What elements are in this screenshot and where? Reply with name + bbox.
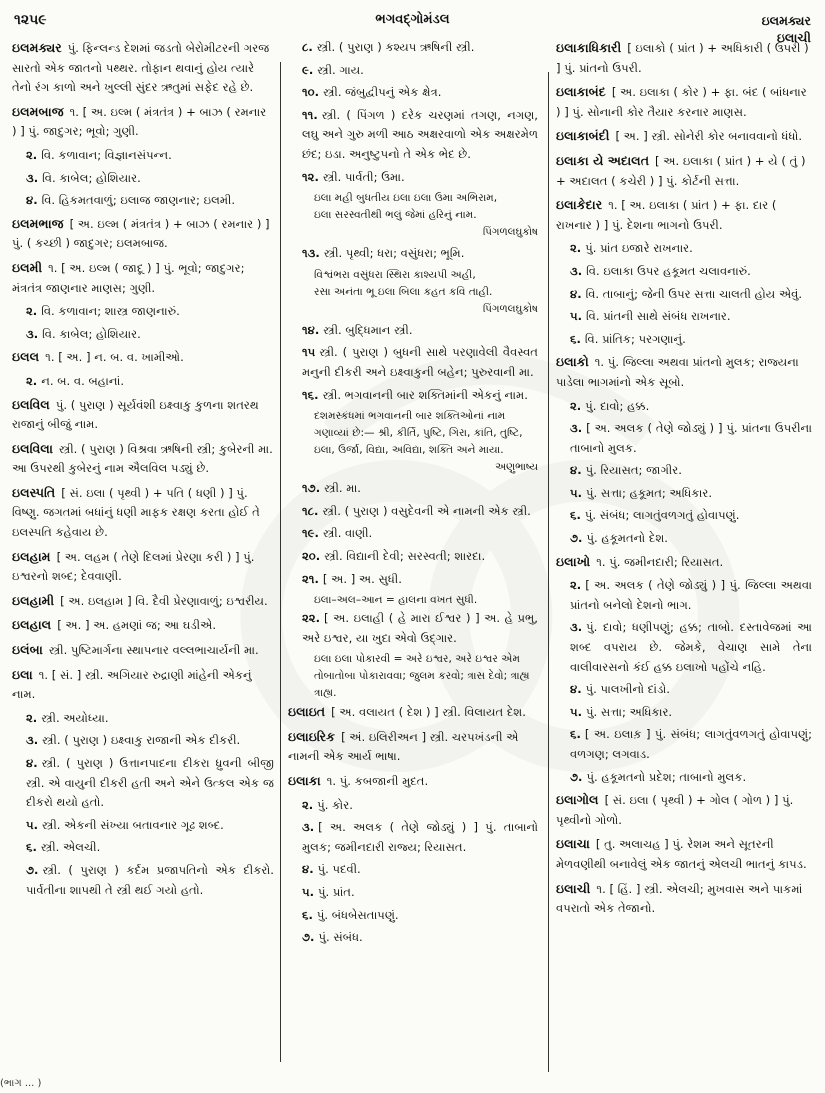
sense-text: પું. બંધબેસતાપણું.: [316, 907, 399, 922]
entry-sense: [288, 106, 538, 165]
sense-number: ૭.: [302, 930, 315, 945]
sense-text: પું. સત્તા; હકૂમત; અધિકાર.: [586, 485, 713, 500]
entry-sense: [288, 883, 538, 903]
sense-number: ૫.: [26, 817, 39, 832]
entry-headword: ઇલમભાજ: [12, 215, 64, 231]
entry-sense: [12, 302, 274, 322]
sense-text: સ્ત્રી. ( પુરાણ ) કર્દમ પ્રજાપતિનો એક દીકરો. પાર્વતીના શાપથી તે સ્ત્રી થઈ ગયો હતો.: [26, 862, 274, 897]
entry-sense: [12, 754, 274, 813]
sense-number: ૩.: [570, 620, 583, 635]
sense-number: ૫.: [570, 485, 583, 500]
sense-text: સ્ત્રી. ભગવાનની બાર શક્તિમાંની એકનું નામ.: [322, 387, 528, 402]
entry-definition: પું. ફિન્લન્ડ દેશમાં જડતો બેરોમીટરની ગરજ સારતો એક જાતનો પથ્થર. તોફાન થવાનું હોય ત્યારે તેનો રંગ કાળો અને ખુલ્લી સુંદર ઋતુમાં સફેદ રહે છે.: [12, 41, 270, 95]
entry-sense: [556, 397, 812, 417]
entry-sense: [12, 325, 274, 345]
sense-text: [ અ. ઇલાહી ( હે મારા ઈશ્વર ) ] અ. હે પ્રભુ, અરે ઇશ્વર, યા ખુદા એવો ઉદ્ગાર.: [302, 611, 538, 645]
entry-headword: ઇલાકાધિકારી: [556, 40, 622, 55]
page-footer: (ભાગ ... ): [0, 1078, 42, 1089]
sense-number: ૭.: [570, 769, 583, 784]
sense-number: ૧૨.: [302, 169, 319, 184]
entry-definition: ૧. [ સં. ] સ્ત્રી. અગિયાર રુદ્રાણી માંહેની એકનું નામ.: [12, 667, 252, 702]
sense-text: પું. હકૂમતનો પ્રદેશ; તાબાનો મુલક.: [586, 769, 747, 784]
entry-sense: [288, 609, 538, 648]
sense-number: ૪.: [26, 193, 38, 208]
citation-quote: ઇલા સરસ્વતીથી ભલું જેમાં હરિનું નામ.: [314, 209, 477, 222]
sense-text: પું. પદવી.: [317, 862, 361, 877]
entry-headword: ઇલંબા: [12, 642, 43, 658]
entry-sense: [288, 244, 538, 264]
sense-text: વિ. પ્રાંતિક; પરગણાનું.: [584, 331, 686, 346]
entry-definition: [ અ. ] સ્ત્રી. સોનેરી કોર બનાવવાનો ધંધો.: [615, 129, 803, 144]
dictionary-entry: [288, 702, 538, 723]
sense-number: ૪.: [26, 756, 38, 770]
entry-sense: [12, 169, 274, 189]
entry-sense: [12, 709, 274, 729]
sense-number: ૨.: [26, 710, 38, 725]
sense-number: ૬.: [570, 331, 581, 346]
dictionary-entry: [288, 727, 538, 767]
sense-number: ૩.: [26, 170, 39, 185]
column-3: [556, 38, 812, 923]
entry-headword: ઇલાકાબંદ: [556, 84, 606, 100]
entry-headword: ઇલાકો: [556, 354, 589, 370]
citation-quote: દશમસ્કંધમાં ભગવાનની બાર શક્તિઓનાં નામ ગણાવ્યાં છે:— શ્રી, કીર્તિ, પુષ્ટિ, ગિરા, કાંતિ, તુષ્ટિ, ઇલા, ઉર્જા, વિદ્યા, અવિદ્યા, શક્તિ અને માયા.: [314, 410, 523, 457]
entry-headword: ઇલાકાબંદી: [556, 128, 610, 144]
sense-number: ૫.: [302, 885, 315, 900]
sense-text: પું. પ્રાંત ઇજારે રાખનાર.: [585, 241, 693, 256]
sense-text: પું. સંબંધ.: [318, 930, 363, 945]
entry-headword: ઇલવિલ: [12, 396, 50, 412]
sense-text: સ્ત્રી. જંબુદ્વીપનું એક ક્ષેત્ર.: [323, 85, 442, 100]
sense-number: ૩.: [26, 733, 39, 748]
entry-sense: [556, 725, 812, 764]
entry-headword: ઇલા: [12, 666, 33, 682]
entry-definition: [ સં. ઇલા ( પૃથ્વી ) + પતિ ( ધણી ) ] પું. વિષ્ણુ. જગતમાં બધાંનું ધણી માફક રક્ષણ કરતા હોઈ તે ઇલસ્પતિ કહેવાય છે.: [12, 485, 260, 540]
sense-number: ૧૧.: [302, 107, 318, 122]
entry-headword: ઇલાકા યે અદાલત: [556, 152, 650, 168]
guide-word-last: ઇલાચી: [776, 30, 811, 45]
sense-text: વિ. કળાવાન; વિજ્ઞાનસંપન્ન.: [41, 147, 172, 162]
entry-headword: ઇલાખો: [556, 553, 591, 569]
sense-number: ૪.: [570, 463, 582, 478]
entry-headword: ઇલાઇત: [288, 704, 326, 720]
sense-text: સ્ત્રી. વિદ્યાની દેવી; સરસ્વતી; શારદા.: [324, 548, 486, 563]
sense-number: ૨૦.: [302, 548, 321, 563]
sense-text: વિ. કાબેલ; હોશિયાર.: [42, 170, 141, 185]
entry-definition: ૧. [ અ. ઇલ્મ ( મંત્રતંત્ર ) + બાઝ ( રમનાર ) ] પું. જાદુગર; ભૂવો; ગુણી.: [12, 104, 267, 139]
entry-headword: ઇલાકા: [288, 773, 321, 789]
entry-sense: [556, 285, 812, 305]
entry-definition: ૧. [ હિં. ] સ્ત્રી. એલચી; મુખવાસ અને પાકમાં વપરાતો એક તેજાનો.: [556, 881, 803, 916]
sense-text: પું. પ્રાંત.: [318, 885, 355, 900]
sense-number: ૧૬.: [302, 387, 319, 402]
dictionary-entry: [556, 151, 812, 191]
entry-sense: [12, 372, 274, 392]
dictionary-columns: [0, 38, 825, 1058]
sense-text: વિ. તાબાનું; જેની ઉપર સત્તા ચાલતી હોય એવું.: [585, 286, 803, 301]
entry-sense: [12, 146, 274, 166]
entry-sense: [288, 524, 538, 544]
entry-headword: ઇલાકેદાર: [556, 197, 603, 213]
sense-number: ૨૨.: [302, 611, 321, 626]
entry-headword: ઇલાઇરિક: [288, 728, 336, 744]
dictionary-entry: [12, 483, 274, 543]
sense-number: ૬.: [302, 907, 313, 922]
sense-number: ૭.: [570, 531, 583, 546]
entry-definition: [ અ. લહમ ( તેણે દિલમાં પ્રેરણા કરી ) ] પું. ઇશ્વરનો શબ્દ; દેવવાણી.: [12, 549, 255, 584]
sense-number: ૧૭.: [302, 481, 321, 496]
sense-text: વિ. પ્રાંતની સાથે સંબંધ રાખનાર.: [586, 309, 731, 324]
entry-sense: [288, 906, 538, 926]
sense-number: ૪.: [570, 682, 582, 697]
sense-text: વિ. ઇલાકા ઉપર હકૂમત ચલાવનારું.: [586, 263, 751, 278]
dictionary-entry: [288, 771, 538, 792]
sense-text: સ્ત્રી. વાણી.: [322, 526, 373, 541]
entry-sense: [556, 618, 812, 677]
sense-number: ૮.: [302, 40, 313, 54]
dictionary-entry: [12, 665, 274, 705]
dictionary-entry: [12, 214, 274, 254]
sense-text: પું. દાવો; ધણીપણું; હક્ક; તાબો. દસ્તાવેજમાં આ શબ્દ વપરાય છે. જેમકે, વેચાણ સામે તેના વાલીવારસનો કંઈ હક્ક ઇલાખો પહોંચે નહિ.: [570, 620, 812, 674]
entry-sense: [288, 570, 538, 590]
entry-sense: [556, 768, 812, 788]
column-1: [12, 38, 274, 903]
sense-number: ૨.: [26, 304, 38, 319]
entry-sense: [556, 262, 812, 282]
sense-number: ૬.: [570, 508, 581, 523]
dictionary-entry: [12, 258, 274, 298]
sense-text: સ્ત્રી. ( પુરાણ ) ઇક્ષ્વાકુ રાજાની એક દીકરી.: [42, 733, 241, 748]
sense-number: ૩.: [570, 263, 583, 278]
page-number: ૧૨૫૯: [14, 12, 47, 28]
sense-number: ૩.: [302, 820, 315, 835]
dictionary-entry: [556, 879, 812, 919]
entry-definition: પું. ( પુરાણ ) સૂર્યવંશી ઇક્ષ્વાકુ કુળના શતરથ રાજાનું બીજું નામ.: [12, 397, 259, 432]
entry-sense: [288, 61, 538, 81]
sense-number: ૨.: [570, 578, 582, 593]
entry-sense: [288, 796, 538, 816]
sense-number: ૫.: [570, 309, 583, 324]
entry-sense: [556, 330, 812, 350]
entry-definition: ૧. પું. કબજાની મુદત.: [326, 774, 429, 789]
dictionary-entry: [12, 615, 274, 636]
dictionary-entry: [556, 126, 812, 147]
dictionary-entry: [12, 395, 274, 435]
sense-text: ન. બ. વ. બહાનાં.: [41, 373, 125, 388]
sense-text: સ્ત્રી. ગાય.: [317, 62, 364, 77]
entry-definition: ૧. [ અ. ઇલ્મ ( જાદૂ ) ] પું. ભૂવો; જાદુગર; મંત્રતંત્ર જાણનાર માણસ; ગુણી.: [12, 260, 245, 295]
citation-quote: ઇલા ઇલા પોકારવી = અરે ઇશ્વર, અરે ઇશ્વર એમ તોબાતોબા પોકારાવવા; જુલમ કરવો; ત્રાસ દેવો; ત્રાહ્ય ત્રાહ્ય.: [314, 653, 530, 700]
sense-text: પું. કોર.: [317, 797, 353, 812]
sense-number: ૬.: [26, 840, 37, 855]
sense-number: ૨.: [302, 797, 314, 812]
entry-sense: [288, 502, 538, 522]
dictionary-entry: [556, 790, 812, 830]
sense-text: સ્ત્રી. ( પિંગળ ) દરેક ચરણમાં તગણ, નગણ, લઘુ અને ગુરુ મળી આઠ અક્ષરવાળો એક અક્ષરમેળ છંદ; ઇડા. અનુષ્ટુપનો તે એક ભેદ છે.: [302, 107, 538, 161]
entry-headword: ઇલલ: [12, 349, 40, 365]
entry-sense: [288, 321, 538, 341]
entry-sense: [288, 479, 538, 499]
entry-definition: [ અ. ઇલાકા ( પ્રાંત ) + યે ( તું ) + અદાલત ( કચેરી ) ] પું. કોર્ટની સત્તા.: [556, 153, 806, 188]
dictionary-entry: [556, 552, 812, 573]
entry-sense: [288, 547, 538, 567]
dictionary-entry: [12, 38, 274, 98]
entry-definition: [ ઇલાકો ( પ્રાંત ) + અધિકારી ( ઉપરી ) ] પું. પ્રાંતનો ઉપરી.: [556, 41, 809, 75]
entry-sense: [556, 461, 812, 481]
sense-text: સ્ત્રી. મા.: [324, 481, 361, 496]
sense-text: પું. દાવો; હક્ક.: [585, 398, 650, 413]
sense-number: ૧૩.: [302, 246, 320, 261]
sense-number: ૭.: [26, 862, 39, 877]
entry-definition: [ તુ. અલાચહ ] પું. રેશમ અને સૂતરની મેળવણીથી બનાવેલું એક જાતનું એલચી ભાતનું કાપડ.: [556, 837, 807, 871]
entry-sense: [556, 703, 812, 723]
entry-definition: [ અ. ] અ. હમણાં જ; આ ઘડીએ.: [57, 618, 217, 633]
dictionary-entry: [556, 82, 812, 122]
sense-text: સ્ત્રી. બુદ્ધિમાન સ્ત્રી.: [323, 322, 413, 337]
citation-quote: રસા અનંતા ભૂ ઇલા બિલા કહત કવિ તાહી.: [314, 285, 493, 298]
dictionary-entry: [556, 195, 812, 235]
entry-sense: [288, 38, 538, 58]
entry-sense: [12, 861, 274, 900]
citation-quote: વિશ્વંભરા વસુંધરા સ્થિરા કાશ્યપી અહી,: [314, 268, 476, 281]
entry-sense: [556, 529, 812, 549]
sense-text: સ્ત્રી. ( પુરાણ ) કશ્યપ ઋષિની સ્ત્રી.: [316, 40, 475, 54]
dictionary-entry: [556, 38, 812, 78]
sense-text: પું. સંબંધ; લાગતુંવળગતું હોવાપણું.: [584, 508, 740, 523]
entry-sense: [556, 506, 812, 526]
dictionary-entry: [12, 347, 274, 368]
dictionary-entry: [12, 591, 274, 612]
entry-definition: [ સં. ઇલા ( પૃથ્વી ) + ગોલ ( ગોળ ) ] પું. પૃથ્વીનો ગોળો.: [556, 793, 794, 827]
sense-text: [ અ. ] અ. સુધી.: [322, 571, 402, 586]
sense-number: ૫.: [570, 704, 583, 719]
sense-number: ૧૦.: [302, 85, 320, 100]
dictionary-entry: [12, 439, 274, 479]
entry-sense: [288, 83, 538, 103]
sense-number: ૩.: [570, 421, 583, 436]
entry-sense: [288, 860, 538, 880]
entry-sense: [288, 168, 538, 188]
entry-sense: [288, 343, 538, 382]
entry-sense: [288, 386, 538, 406]
entry-sense: [556, 576, 812, 615]
entry-definition: ૧. પું. જિલ્લા અથવા પ્રાંતનો મુલક; રાજ્યના પાડેલા ભાગમાંનો એક સૂબો.: [556, 355, 799, 389]
sense-number: ૨.: [570, 398, 582, 413]
entry-sense: [12, 731, 274, 751]
sense-number: ૧૫: [302, 345, 316, 360]
sense-text: સ્ત્રી. એકની સંખ્યા બતાવનાર ગૂઢ શબ્દ.: [42, 817, 224, 832]
dictionary-entry: [12, 547, 274, 587]
sense-text: સ્ત્રી. ( પુરાણ ) ઉત્તાનપાદના દીકરા ધ્રુવની બીજી સ્ત્રી. એ વાયુની દીકરી હતી અને એને ઉત્કલ એક જ દીકરો થયો હતો.: [26, 756, 274, 810]
entry-definition: [ અ. ઇલાકા ( કોર ) + ફા. બંદ ( બાંધનાર ) ] પું. સોનાની કોર તૈયાર કરનાર માણસ.: [556, 85, 807, 119]
entry-definition: [ અં. ઇલિરીઅન ] સ્ત્રી. ચરપખંડની એ નામની એક આર્ય ભાષા.: [288, 729, 519, 764]
entry-headword: ઇલમી: [12, 259, 43, 275]
citation-quote: ઇલા–અલ–આન = હાલના વખત સુધી.: [314, 594, 478, 607]
entry-definition: [ અ. ઇલ્મ ( મંત્રતંત્ર ) + બાઝ ( રમનાર ) ] પું. ( કચ્છી ) જાદુગર; ઇલમબાજ.: [12, 216, 270, 251]
entry-headword: ઇલાચી: [556, 880, 591, 896]
entry-definition: ૧. [ અ. ] ન. બ. વ. ખામીઓ.: [45, 350, 184, 365]
sense-text: પું. સત્તા; અધિકાર.: [586, 704, 673, 719]
sense-number: ૧૯.: [302, 526, 319, 541]
citation-source: પિંગળલઘુકોષ: [482, 226, 538, 239]
sense-number: ૯.: [302, 62, 314, 77]
book-title: ભગવદ્ગોમંડલ: [375, 12, 450, 27]
sense-text: [ અ. ઇલાક઼ ] પું. સંબંધ; લાગતુંવળગતું હોવાપણું; વળગણ; લગવાડ.: [570, 727, 812, 761]
sense-text: સ્ત્રી. ( પુરાણ ) બુધની સાથે પરણાવેલી વૈવસ્વત મનુની દીકરી અને ઇક્ષ્વાકુની બહેન; પુરુરવાની મા.: [302, 345, 538, 379]
sense-text: [ અ. અલક ( તેણે જોડ્યું ) ] પું. જિલ્લા અથવા પ્રાંતનો બનેલો દેશનો ભાગ.: [570, 578, 812, 612]
entry-headword: ઇલવિલા: [12, 440, 53, 456]
entry-sense: [556, 680, 812, 700]
sense-text: વિ. કાબેલ; હોશિયાર.: [42, 326, 141, 341]
entry-definition: સ્ત્રી. ( પુરાણ ) વિશ્રવા ઋષિની સ્ત્રી; કુબેરની મા. આ ઉપરથી કુબેરનું નામ ઐલવિલ પડ્યું છે.: [12, 441, 273, 476]
sense-text: સ્ત્રી. અયોધ્યા.: [41, 710, 109, 725]
entry-definition: [ અ. ઇલહામ ] વિ. દૈવી પ્રેરણાવાળું; ઇશ્વરીય.: [60, 593, 268, 608]
entry-sense: [12, 838, 274, 858]
sense-text: સ્ત્રી. ( પુરાણ ) વસુદેવની એ નામની એક સ્ત્રી.: [322, 503, 531, 518]
sense-text: વિ. હિકમતવાળું; ઇલાજ જાણનાર; ઇલમી.: [41, 193, 236, 208]
sense-number: ૨.: [26, 373, 38, 388]
sense-number: ૩.: [26, 326, 39, 341]
sense-text: પું. રિયાસત; જાગીર.: [585, 463, 682, 478]
dictionary-entry: [12, 640, 274, 661]
citation-quote: ઇલા મહી બુધતીય ઇલા ઇલા ઉમા અભિરામ,: [314, 192, 498, 205]
entry-sense: [556, 419, 812, 458]
guide-word-first: ઇલમક્યર: [761, 13, 811, 28]
entry-headword: ઇલહામી: [12, 592, 55, 608]
dictionary-entry: [556, 352, 812, 392]
sense-text: પું. પાલખીનો દાંડો.: [585, 682, 670, 697]
entry-headword: ઇલહામ: [12, 548, 51, 564]
entry-sense: [556, 239, 812, 259]
sense-number: ૪.: [302, 862, 314, 877]
sense-text: સ્ત્રી. પાર્વતી; ઉમા.: [322, 169, 405, 184]
entry-sense: [556, 307, 812, 327]
sense-number: ૬.: [570, 727, 581, 742]
sense-number: ૨.: [26, 147, 38, 162]
sense-text: સ્ત્રી. એલચી.: [40, 840, 101, 855]
sense-text: વિ. કળાવાન; શાસ્ત્ર જાણનારું.: [41, 304, 180, 319]
entry-definition: ૧. પું. જમીનદારી; રિયાસત.: [596, 554, 724, 569]
entry-sense: [288, 818, 538, 857]
sense-number: ૧૪.: [302, 322, 320, 337]
dictionary-entry: [12, 102, 274, 142]
entry-sense: [12, 191, 274, 211]
entry-headword: ઇલસ્પતિ: [12, 484, 56, 500]
entry-headword: ઇલાચા: [556, 836, 590, 852]
sense-text: સ્ત્રી. પૃથ્વી; ધરા; વસુંધરા; ભૂમિ.: [323, 246, 465, 261]
entry-headword: ઇલાગોલ: [556, 792, 599, 808]
entry-headword: ઇલહાલ: [12, 617, 52, 633]
entry-sense: [556, 484, 812, 504]
citation-source: અણુભાષ્ય: [495, 461, 538, 474]
citation-source: પિંગળલઘુકોષ: [482, 302, 538, 315]
sense-text: [ અ. અલક ( તેણે જોડ્યું ) ] પું. પ્રાંતના ઉપરીના તાબાનો મુલક.: [570, 421, 812, 455]
sense-text: પું. હકૂમતનો દેશ.: [586, 531, 668, 546]
entry-sense: [288, 928, 538, 948]
sense-number: ૨૧.: [302, 571, 319, 586]
entry-headword: ઇલમબાજ: [12, 103, 64, 119]
sense-number: ૪.: [570, 286, 582, 301]
entry-headword: ઇલમક્યર: [12, 40, 62, 55]
entry-definition: સ્ત્રી. પુષ્ટિમાર્ગના સ્થાપનાર વલ્લભાચાર્યની મા.: [48, 643, 259, 658]
sense-number: ૨.: [570, 241, 582, 256]
column-2: [288, 38, 538, 951]
sense-number: ૧૮.: [302, 503, 319, 518]
entry-definition: ૧. [ અ. ઇલાકા ( પ્રાંત ) + ફા. દાર ( રાખનાર ) ] પું. દેશના ભાગનો ઉપરી.: [556, 198, 777, 232]
entry-definition: [ અ. વલાયત ( દેશ ) ] સ્ત્રી. વિલાયત દેશ.: [331, 705, 526, 720]
entry-sense: [12, 816, 274, 836]
dictionary-entry: [556, 834, 812, 874]
sense-text: [ અ. અલક ( તેણે જોડ્યું ) ] પું. તાબાનો મુલક; જમીનદારી રાજ્ય; રિયાસત.: [302, 820, 538, 854]
